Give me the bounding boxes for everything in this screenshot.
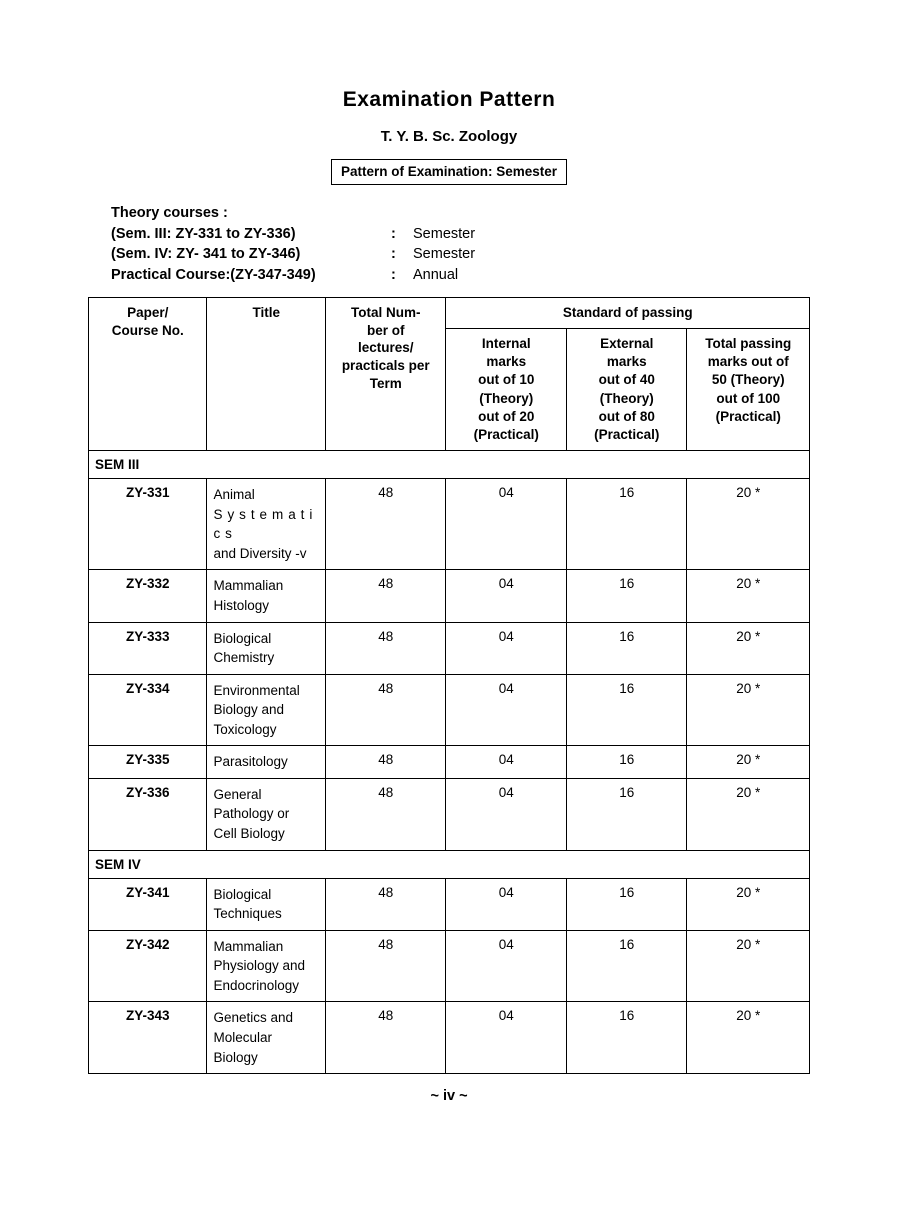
pattern-of-examination-box: Pattern of Examination: Semester	[331, 159, 567, 185]
column-header-external-line1: External	[600, 335, 654, 351]
course-value-sem4: Semester	[413, 246, 476, 263]
table-section-row	[89, 451, 810, 479]
column-header-external-line5: out of 80	[598, 408, 655, 424]
cell-total: 20 *	[687, 1002, 810, 1074]
cell-course-title-line3: Biology	[213, 1049, 258, 1065]
course-label-sem3: (Sem. III: ZY-331 to ZY-336)	[111, 225, 296, 242]
cell-external: 16	[566, 570, 687, 622]
cell-course-title-line1: Mammalian	[213, 938, 284, 954]
table-row	[89, 622, 810, 674]
page-subtitle: T. Y. B. Sc. Zoology	[380, 128, 518, 145]
column-header-title: Title	[207, 298, 325, 451]
cell-total: 20 *	[687, 479, 810, 570]
cell-course-title	[207, 570, 325, 622]
cell-total: 20 *	[687, 746, 810, 779]
cell-external: 16	[566, 878, 687, 930]
cell-course-title	[207, 479, 325, 570]
cell-course-title-line2: Molecular	[213, 1029, 273, 1045]
cell-course-code: ZY-333	[89, 622, 207, 674]
cell-lectures: 48	[325, 479, 446, 570]
cell-total: 20 *	[687, 622, 810, 674]
column-header-lectures	[325, 298, 446, 451]
cell-course-title	[207, 674, 325, 746]
section-label-sem3: SEM III	[89, 451, 810, 479]
course-value-sem3: Semester	[413, 225, 476, 242]
cell-external: 16	[566, 930, 687, 1002]
cell-internal: 04	[446, 479, 567, 570]
cell-internal: 04	[446, 746, 567, 779]
cell-total: 20 *	[687, 878, 810, 930]
column-header-external-line3: out of 40	[598, 372, 655, 388]
cell-course-title-line1: Biological	[213, 630, 272, 646]
cell-internal: 04	[446, 878, 567, 930]
column-header-lectures-line4: practicals per	[341, 357, 430, 373]
examination-pattern-table	[88, 297, 810, 1074]
column-header-paper	[89, 298, 207, 451]
theory-courses-heading	[111, 203, 823, 224]
table-row	[89, 930, 810, 1002]
cell-total: 20 *	[687, 570, 810, 622]
cell-course-code: ZY-336	[89, 778, 207, 850]
cell-course-title-line3: Toxicology	[213, 721, 277, 737]
cell-internal: 04	[446, 570, 567, 622]
column-header-external-line2: marks	[606, 354, 647, 370]
table-row	[89, 746, 810, 779]
course-value-practical: Annual	[413, 266, 459, 283]
cell-course-code: ZY-335	[89, 746, 207, 779]
cell-course-title-line2: Techniques	[213, 906, 282, 922]
column-header-lectures-line1: Total Num-	[350, 305, 421, 321]
column-header-external-line4: (Theory)	[599, 390, 654, 406]
cell-course-title-line2: Physiology and	[213, 958, 306, 974]
column-header-total-line2: marks out of	[707, 354, 789, 370]
column-header-paper-line2: Course No.	[111, 322, 184, 338]
cell-lectures: 48	[325, 778, 446, 850]
column-header-external-line6: (Practical)	[594, 426, 660, 442]
cell-external: 16	[566, 622, 687, 674]
cell-course-title-line3: Cell Biology	[213, 826, 285, 842]
course-line-sem4	[111, 244, 823, 265]
cell-course-title-line1: Animal	[213, 487, 255, 503]
column-header-total-line4: out of 100	[716, 390, 781, 406]
column-header-total-line1: Total passing	[705, 335, 792, 351]
table-row	[89, 674, 810, 746]
theory-courses-block	[75, 203, 823, 285]
cell-internal: 04	[446, 778, 567, 850]
course-label-sem4: (Sem. IV: ZY- 341 to ZY-346)	[111, 246, 301, 263]
table-body	[89, 451, 810, 1074]
cell-lectures: 48	[325, 674, 446, 746]
cell-course-title-line2: S y s t e m a t i c s	[213, 506, 313, 542]
cell-course-title-line2: Chemistry	[213, 650, 275, 666]
cell-course-title	[207, 878, 325, 930]
cell-total: 20 *	[687, 930, 810, 1002]
cell-external: 16	[566, 1002, 687, 1074]
cell-lectures: 48	[325, 930, 446, 1002]
course-line-sem3	[111, 224, 823, 245]
cell-course-title	[207, 1002, 325, 1074]
table-row	[89, 570, 810, 622]
cell-external: 16	[566, 778, 687, 850]
cell-internal: 04	[446, 674, 567, 746]
course-label-practical: Practical Course:(ZY-347-349)	[111, 266, 316, 283]
table-header	[89, 298, 810, 451]
section-label-sem4: SEM IV	[89, 850, 810, 878]
cell-lectures: 48	[325, 746, 446, 779]
cell-external: 16	[566, 746, 687, 779]
column-header-lectures-line2: ber of	[366, 322, 405, 338]
cell-course-title	[207, 746, 325, 779]
cell-internal: 04	[446, 622, 567, 674]
column-header-internal-marks	[446, 328, 567, 450]
cell-course-title-line1: Biological	[213, 886, 272, 902]
cell-course-title-line2: Biology and	[213, 702, 285, 718]
column-header-internal-line6: (Practical)	[473, 426, 539, 442]
table-row	[89, 479, 810, 570]
column-header-paper-line1: Paper/	[127, 305, 169, 321]
cell-lectures: 48	[325, 570, 446, 622]
course-colon-sem3: :	[391, 225, 396, 242]
cell-course-title-line1: Mammalian	[213, 578, 284, 594]
cell-course-title-line1: Parasitology	[213, 754, 288, 770]
cell-course-title-line1: Environmental	[213, 682, 300, 698]
column-header-external-marks	[566, 328, 687, 450]
column-header-lectures-line3: lectures/	[357, 340, 414, 356]
pattern-box-wrapper	[75, 159, 823, 185]
table-section-row	[89, 850, 810, 878]
cell-lectures: 48	[325, 1002, 446, 1074]
column-header-internal-line4: (Theory)	[479, 390, 534, 406]
cell-total: 20 *	[687, 778, 810, 850]
cell-course-code: ZY-331	[89, 479, 207, 570]
cell-course-title	[207, 778, 325, 850]
cell-external: 16	[566, 674, 687, 746]
cell-internal: 04	[446, 1002, 567, 1074]
cell-course-title-line1: General	[213, 786, 262, 802]
cell-course-title-line2: Histology	[213, 597, 270, 613]
cell-course-title	[207, 930, 325, 1002]
course-line-practical	[111, 265, 823, 286]
cell-internal: 04	[446, 930, 567, 1002]
cell-course-code: ZY-342	[89, 930, 207, 1002]
course-colon-practical: :	[391, 266, 396, 283]
column-header-internal-line1: Internal	[481, 335, 531, 351]
cell-lectures: 48	[325, 878, 446, 930]
table-row	[89, 878, 810, 930]
column-header-internal-line5: out of 20	[478, 408, 535, 424]
table-row	[89, 1002, 810, 1074]
cell-lectures: 48	[325, 622, 446, 674]
page-title: Examination Pattern	[342, 88, 556, 111]
column-header-internal-line2: marks	[486, 354, 527, 370]
cell-course-code: ZY-332	[89, 570, 207, 622]
table-row	[89, 778, 810, 850]
cell-course-code: ZY-341	[89, 878, 207, 930]
column-header-standard-of-passing: Standard of passing	[446, 298, 810, 329]
cell-course-code: ZY-343	[89, 1002, 207, 1074]
column-header-total-line3: 50 (Theory)	[711, 372, 785, 388]
page-number-footer: ~ iv ~	[430, 1088, 468, 1105]
cell-external: 16	[566, 479, 687, 570]
cell-course-title-line2: Pathology or	[213, 806, 290, 822]
column-header-total-passing-marks	[687, 328, 810, 450]
cell-course-title-line1: Genetics and	[213, 1010, 294, 1026]
cell-total: 20 *	[687, 674, 810, 746]
column-header-lectures-line5: Term	[369, 375, 402, 391]
table-header-row-1	[89, 298, 810, 329]
cell-course-title-line3: and Diversity -v	[213, 545, 307, 561]
cell-course-title	[207, 622, 325, 674]
theory-courses-heading-label: Theory courses :	[111, 205, 228, 221]
cell-course-code: ZY-334	[89, 674, 207, 746]
course-colon-sem4: :	[391, 246, 396, 263]
cell-course-title-line3: Endocrinology	[213, 977, 300, 993]
column-header-total-line5: (Practical)	[715, 408, 781, 424]
column-header-internal-line3: out of 10	[478, 372, 535, 388]
